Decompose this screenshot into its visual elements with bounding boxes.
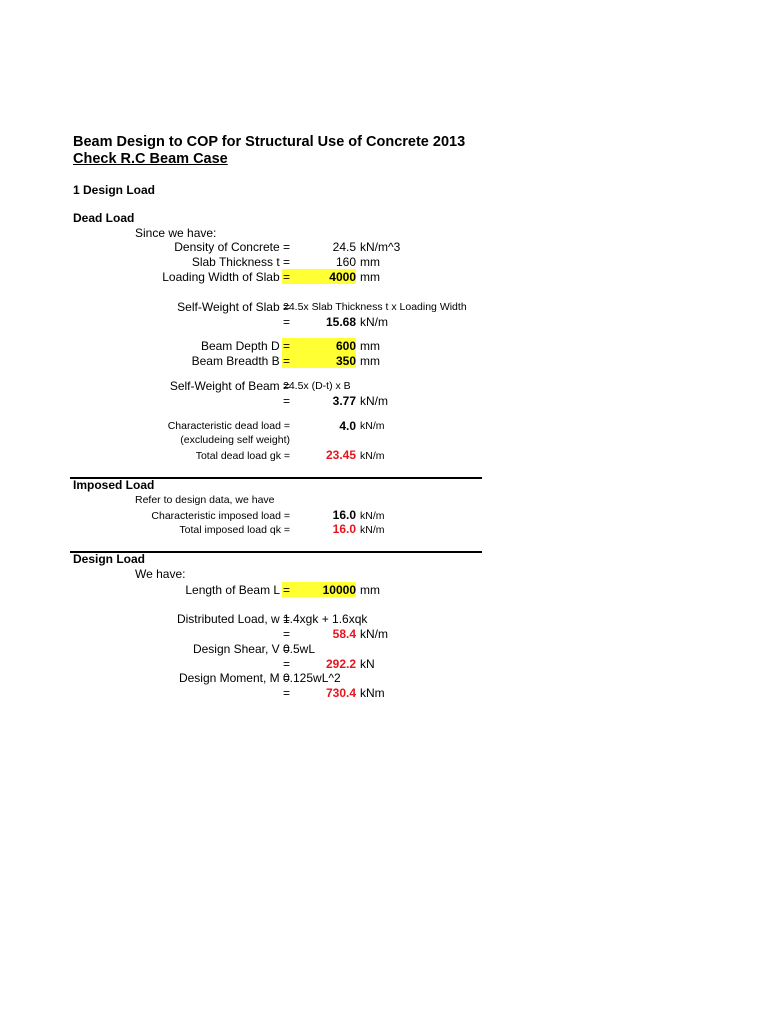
design-shear-formula: 0.5wL [283, 642, 316, 656]
density-value: 24.5 [332, 240, 356, 254]
distributed-load-equals: = [282, 627, 290, 641]
density-label: Density of Concrete = [174, 240, 290, 254]
density-unit: kN/m^3 [360, 240, 401, 254]
distributed-load-unit: kN/m [360, 627, 388, 641]
char-dead-load-value: 4.0 [339, 419, 356, 433]
document-subtitle: Check R.C Beam Case [73, 151, 228, 167]
loading-width-input[interactable]: 4000 [329, 270, 356, 284]
self-weight-slab-formula: 24.5x Slab Thickness t x Loading Width [283, 301, 467, 313]
design-load-intro: We have: [135, 567, 186, 581]
imposed-load-heading: Imposed Load [73, 478, 155, 492]
design-moment-unit: kNm [360, 686, 385, 700]
total-dead-load-label: Total dead load gk = [195, 450, 290, 462]
char-dead-load-unit: kN/m [360, 420, 385, 432]
beam-breadth-label: Beam Breadth B = [191, 354, 290, 368]
char-dead-load-note: (excludeing self weight) [180, 434, 290, 446]
design-shear-label: Design Shear, V = [192, 642, 290, 656]
self-weight-slab-value: 15.68 [325, 315, 356, 329]
slab-thickness-value: 160 [335, 255, 356, 269]
design-moment-equals: = [282, 686, 290, 700]
design-moment-label: Design Moment, M = [178, 671, 290, 685]
beam-depth-label: Beam Depth D = [200, 339, 290, 353]
char-imposed-load-value: 16.0 [332, 508, 356, 522]
slab-thickness-label: Slab Thickness t = [191, 255, 290, 269]
design-shear-value: 292.2 [325, 657, 356, 671]
self-weight-beam-unit: kN/m [360, 394, 388, 408]
distributed-load-value: 58.4 [332, 627, 356, 641]
document-title: Beam Design to COP for Structural Use of Concrete 2013 [73, 134, 466, 150]
dead-load-intro: Since we have: [135, 226, 217, 240]
beam-length-input[interactable]: 10000 [322, 583, 356, 597]
beam-depth-input[interactable]: 600 [335, 339, 356, 353]
char-imposed-load-label: Characteristic imposed load = [151, 510, 290, 522]
self-weight-beam-equals: = [282, 394, 290, 408]
dead-load-heading: Dead Load [73, 211, 135, 225]
design-moment-formula: 0.125wL^2 [283, 671, 341, 685]
section-heading: 1 Design Load [73, 183, 156, 197]
imposed-load-intro: Refer to design data, we have [135, 494, 275, 506]
self-weight-slab-equals: = [282, 315, 290, 329]
beam-length-label: Length of Beam L = [185, 583, 290, 597]
loading-width-unit: mm [360, 270, 380, 284]
total-dead-load-value: 23.45 [325, 448, 356, 462]
beam-breadth-input[interactable]: 350 [335, 354, 356, 368]
beam-length-unit: mm [360, 583, 380, 597]
self-weight-slab-label: Self-Weight of Slab = [177, 300, 290, 314]
design-shear-unit: kN [360, 657, 375, 671]
beam-depth-unit: mm [360, 339, 380, 353]
design-moment-value: 730.4 [325, 686, 356, 700]
self-weight-slab-unit: kN/m [360, 315, 388, 329]
beam-breadth-unit: mm [360, 354, 380, 368]
design-shear-equals: = [282, 657, 290, 671]
distributed-load-label: Distributed Load, w = [176, 612, 290, 626]
loading-width-label: Loading Width of Slab = [162, 270, 290, 284]
design-load-heading: Design Load [73, 552, 146, 566]
self-weight-beam-formula: 24.5x (D-t) x B [283, 380, 351, 392]
total-imposed-load-value: 16.0 [332, 522, 356, 536]
distributed-load-formula: 1.4xgk + 1.6xqk [283, 612, 368, 626]
total-imposed-load-unit: kN/m [360, 524, 385, 536]
char-dead-load-label: Characteristic dead load = [167, 420, 290, 432]
total-imposed-load-label: Total imposed load qk = [179, 524, 290, 536]
char-imposed-load-unit: kN/m [360, 510, 385, 522]
self-weight-beam-label: Self-Weight of Beam = [169, 379, 290, 393]
total-dead-load-unit: kN/m [360, 450, 385, 462]
self-weight-beam-value: 3.77 [332, 394, 356, 408]
slab-thickness-unit: mm [360, 255, 380, 269]
